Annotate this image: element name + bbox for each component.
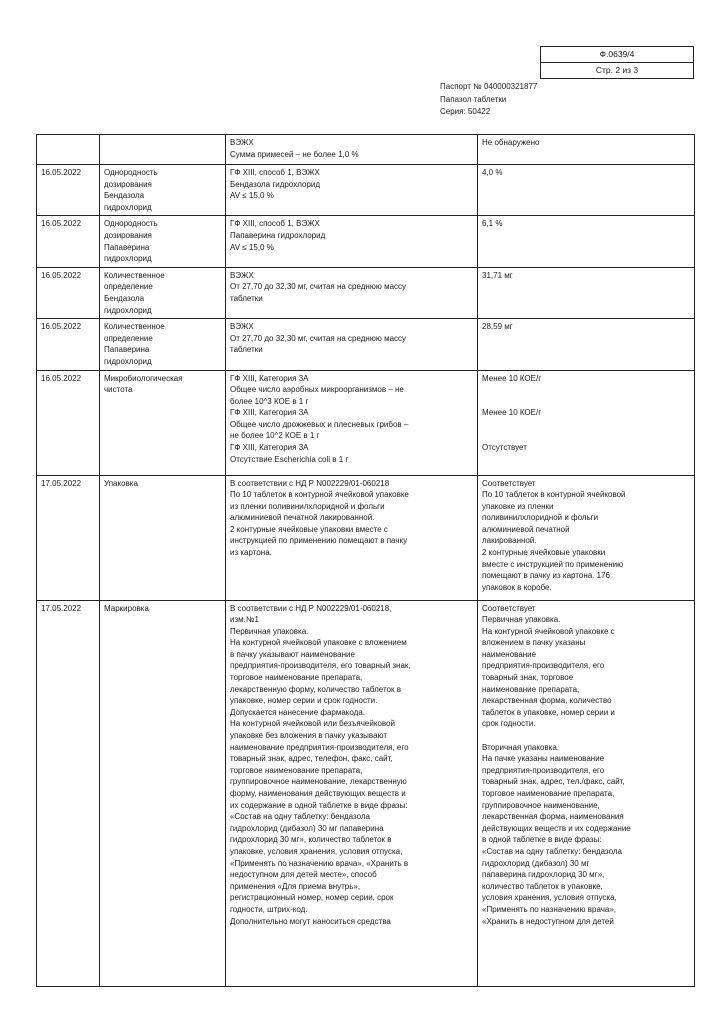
blank-line bbox=[482, 430, 690, 442]
text-line: Количественное bbox=[104, 270, 165, 280]
text-line: Папаверина bbox=[104, 345, 150, 355]
product-name: Папазол таблетки bbox=[440, 94, 507, 104]
text-line: «Хранить в недоступном для детей bbox=[482, 916, 614, 926]
text-line: 2 контурные ячейковые упаковки bbox=[482, 548, 606, 558]
blank-line bbox=[482, 384, 690, 396]
test-date-cell bbox=[37, 135, 100, 165]
text-line: 6,1 % bbox=[482, 219, 503, 229]
indicator-cell bbox=[100, 135, 226, 165]
text-line: гидрохлорид (дибазол) 30 мг папаверина bbox=[230, 823, 384, 833]
result-cell bbox=[478, 319, 695, 370]
requirement-cell bbox=[226, 600, 478, 986]
requirement-cell bbox=[226, 165, 478, 216]
text-line: 2 контурные ячейковые упаковки вместе с bbox=[230, 524, 388, 534]
text-line: 17.05.2022 bbox=[41, 603, 82, 613]
text-line: торговое наименование препарата, bbox=[482, 789, 615, 798]
text-line: более 10^3 КОЕ в 1 г bbox=[230, 396, 309, 406]
text-line: применения «Для приема внутрь», bbox=[230, 881, 361, 891]
text-line: Общее число дрожжевых и плесневых грибов – bbox=[230, 419, 409, 429]
text-line: Отсутствует bbox=[482, 443, 527, 453]
text-line: лакированной. bbox=[482, 536, 537, 546]
blank-line bbox=[482, 730, 690, 742]
text-line: форму, наименования действующих веществ и bbox=[230, 789, 406, 798]
requirement-cell bbox=[226, 370, 478, 475]
text-line: определение bbox=[104, 282, 153, 292]
text-line: 31,71 мг bbox=[482, 270, 513, 280]
test-date-cell bbox=[37, 600, 100, 986]
result-cell bbox=[478, 216, 695, 267]
test-results-table bbox=[36, 134, 695, 987]
table-row bbox=[37, 475, 695, 600]
text-line: От 27,70 до 32,30 мг, считая на среднюю массу bbox=[230, 333, 407, 343]
text-line: торговое наименование препарата, bbox=[230, 765, 363, 775]
text-line: алюминиевой печатной bbox=[482, 524, 570, 534]
text-line: Вторичная упаковка. bbox=[482, 742, 560, 752]
text-line: Первичная упаковка. bbox=[482, 615, 561, 625]
text-line: гидрохлорид (дибазол) 30 мг bbox=[482, 858, 590, 868]
text-line: По 10 таблеток в контурной ячейковой bbox=[482, 490, 626, 500]
text-line: из пленки поливинилхлоридной и фольги bbox=[230, 501, 385, 511]
text-line: алюминиевой печатной лакированной. bbox=[230, 513, 375, 523]
text-line: Соответствует bbox=[482, 603, 536, 613]
result-cell bbox=[478, 135, 695, 165]
text-line: группировочное наименование, bbox=[482, 800, 600, 810]
text-line: вложением в пачку указаны bbox=[482, 638, 586, 648]
text-line: регистрационный номер, номер серии, срок bbox=[230, 893, 394, 903]
text-line: лекарственная форма, наименования bbox=[482, 812, 624, 822]
indicator-cell bbox=[100, 370, 226, 475]
text-line: Папаверина bbox=[104, 242, 150, 252]
table-row bbox=[37, 216, 695, 267]
text-line: 16.05.2022 bbox=[41, 168, 82, 177]
text-line: годности, штрих-код. bbox=[230, 904, 308, 914]
text-line: в одной таблетке в виде фразы: bbox=[482, 835, 602, 845]
text-line: Количественное bbox=[104, 322, 165, 332]
text-line: наименование bbox=[482, 649, 537, 659]
text-line: таблеток в упаковке, номер серии и bbox=[482, 707, 615, 717]
text-line: папаверина гидрохлорид 30 мг», bbox=[482, 870, 605, 880]
text-line: упаковке из пленки bbox=[482, 501, 554, 511]
text-line: поливинилхлоридной и фольги bbox=[482, 513, 599, 523]
result-cell bbox=[478, 370, 695, 475]
text-line: гидрохлорид bbox=[104, 356, 152, 366]
test-date-cell bbox=[37, 216, 100, 267]
text-line: группировочное наименование, лекарственную bbox=[230, 777, 407, 787]
text-line: Бендазола bbox=[104, 191, 145, 201]
indicator-cell bbox=[100, 165, 226, 216]
text-line: гидрохлорид bbox=[104, 305, 152, 315]
text-line: количество таблеток в упаковке, bbox=[482, 881, 603, 891]
text-line: Бендазола гидрохлорид bbox=[230, 179, 320, 189]
text-line: На контурной ячейковой или безъячейковой bbox=[230, 719, 395, 729]
text-line: Менее 10 КОЕ/г bbox=[482, 408, 542, 418]
text-line: гидрохлорид 30 мг», количество таблеток в bbox=[230, 835, 392, 845]
test-date-cell bbox=[37, 475, 100, 600]
text-line: 4,0 % bbox=[482, 168, 503, 177]
text-line: лекарственная форма, количество bbox=[482, 696, 612, 706]
text-line: Не обнаружено bbox=[482, 138, 540, 147]
requirement-cell bbox=[226, 475, 478, 600]
text-line: Однородность bbox=[104, 168, 158, 177]
text-line: упаковке, условия хранения, условия отпуска, bbox=[230, 846, 403, 856]
text-line: ВЭЖХ bbox=[230, 270, 254, 280]
indicator-cell bbox=[100, 267, 226, 318]
text-line: ГФ XIII, способ 1, ВЭЖХ bbox=[230, 219, 320, 229]
indicator-cell bbox=[100, 600, 226, 986]
text-line: «Применять по назначению врача», «Хранить в bbox=[230, 858, 409, 868]
text-line: лекарственную форму, количество таблеток в bbox=[230, 684, 401, 694]
form-code: Ф.0639/4 bbox=[599, 49, 635, 59]
text-line: недоступном для детей месте», способ bbox=[230, 870, 377, 880]
text-line: предприятия-производителя, его bbox=[482, 661, 605, 671]
text-line: помещают в пачку из картона. 176 bbox=[482, 571, 610, 581]
test-date-cell bbox=[37, 165, 100, 216]
text-line: гидрохлорид bbox=[104, 202, 152, 212]
text-line: «Состав на одну таблетку: бендазола bbox=[482, 846, 622, 856]
text-line: Менее 10 КОЕ/г bbox=[482, 373, 542, 383]
text-line: На контурной ячейковой упаковке с вложением bbox=[230, 638, 407, 648]
text-line: определение bbox=[104, 333, 153, 343]
batch-series: Серия: 50422 bbox=[440, 107, 491, 116]
text-line: «Применять по назначению врача», bbox=[482, 904, 616, 914]
text-line: таблетки bbox=[230, 293, 263, 303]
text-line: Однородность bbox=[104, 219, 158, 229]
text-line: товарный знак, адрес, тел./факс, сайт, bbox=[482, 777, 625, 787]
text-line: Общее число аэробных микроорганизмов – не bbox=[230, 385, 404, 395]
text-line: Допускается нанесение фармакода. bbox=[230, 707, 366, 717]
text-line: По 10 таблеток в контурной ячейковой упаковке bbox=[230, 490, 409, 500]
text-line: ГФ XIII, Категория 3А bbox=[230, 443, 309, 453]
text-line: В соответствии с НД Р N002229/01-060218, bbox=[230, 603, 392, 613]
result-cell bbox=[478, 165, 695, 216]
text-line: вместе с инструкцией по применению bbox=[482, 559, 624, 569]
text-line: условия хранения, условия отпуска, bbox=[482, 893, 617, 903]
text-line: в пачку указывают наименование bbox=[230, 649, 355, 659]
blank-line bbox=[482, 396, 690, 408]
text-line: дозирования bbox=[104, 179, 152, 189]
text-line: торговое наименование препарата, bbox=[230, 673, 363, 683]
text-line: 16.05.2022 bbox=[41, 270, 82, 280]
result-cell bbox=[478, 267, 695, 318]
requirement-cell bbox=[226, 135, 478, 165]
table-row bbox=[37, 267, 695, 318]
text-line: ВЭЖХ bbox=[230, 322, 254, 332]
text-line: AV ≤ 15,0 % bbox=[230, 191, 274, 201]
text-line: гидрохлорид bbox=[104, 254, 152, 264]
table-row bbox=[37, 165, 695, 216]
result-cell bbox=[478, 600, 695, 986]
text-line: «Состав на одну таблетку: бендазола bbox=[230, 812, 370, 822]
text-line: На контурной ячейковой упаковке с bbox=[482, 626, 615, 636]
requirement-cell bbox=[226, 267, 478, 318]
text-line: наименование предприятия-производителя, его bbox=[230, 742, 409, 752]
text-line: не более 10^2 КОЕ в 1 г bbox=[230, 431, 320, 441]
indicator-cell bbox=[100, 475, 226, 600]
table-row bbox=[37, 600, 695, 986]
text-line: ВЭЖХ bbox=[230, 138, 254, 147]
text-line: AV ≤ 15,0 % bbox=[230, 242, 274, 252]
requirement-cell bbox=[226, 319, 478, 370]
text-line: Сумма примесей – не более 1,0 % bbox=[230, 149, 359, 159]
text-line: Маркировка bbox=[104, 603, 149, 613]
text-line: инструкцией по применению помещают в пачку bbox=[230, 536, 408, 546]
table-row bbox=[37, 135, 695, 165]
test-date-cell bbox=[37, 370, 100, 475]
text-line: Упаковка bbox=[104, 478, 138, 488]
text-line: таблетки bbox=[230, 345, 263, 355]
text-line: 16.05.2022 bbox=[41, 219, 82, 229]
text-line: упаковке без вложения в пачку указывают bbox=[230, 731, 388, 741]
text-line: из картона. bbox=[230, 548, 272, 558]
indicator-cell bbox=[100, 216, 226, 267]
text-line: ГФ XIII, способ 1, ВЭЖХ bbox=[230, 168, 320, 177]
test-date-cell bbox=[37, 267, 100, 318]
text-line: товарный знак, торговое bbox=[482, 673, 574, 683]
text-line: ГФ XIII, Категория 3А bbox=[230, 408, 309, 418]
text-line: От 27,70 до 32,30 мг, считая на среднюю массу bbox=[230, 282, 407, 292]
text-line: наименование препарата, bbox=[482, 684, 580, 694]
text-line: товарный знак, адрес, телефон, факс, сайт, bbox=[230, 754, 393, 764]
test-date-cell bbox=[37, 319, 100, 370]
text-line: Отсутствие Escherichia coli в 1 г bbox=[230, 454, 349, 464]
text-line: В соответствии с НД Р N002229/01-060218 bbox=[230, 478, 390, 488]
text-line: изм.№1 bbox=[230, 615, 259, 625]
text-line: 16.05.2022 bbox=[41, 322, 82, 332]
text-line: упаковке, номер серии и срок годности. bbox=[230, 696, 378, 706]
text-line: Соответствует bbox=[482, 478, 536, 488]
text-line: чистота bbox=[104, 385, 133, 395]
form-code-box bbox=[540, 46, 694, 79]
text-line: действующих веществ и их содержание bbox=[482, 823, 631, 833]
table-row bbox=[37, 319, 695, 370]
text-line: На пачке указаны наименование bbox=[482, 754, 605, 764]
text-line: 16.05.2022 bbox=[41, 373, 82, 383]
passport-number: Паспорт № 040000321877 bbox=[440, 82, 538, 91]
text-line: их содержание в одной таблетке в виде фразы: bbox=[230, 800, 408, 810]
result-cell bbox=[478, 475, 695, 600]
text-line: дозирования bbox=[104, 230, 152, 240]
requirement-cell bbox=[226, 216, 478, 267]
passport-header bbox=[440, 81, 537, 119]
text-line: предприятия-производителя, его товарный знак, bbox=[230, 661, 411, 671]
text-line: Первичная упаковка. bbox=[230, 626, 309, 636]
text-line: Бендазола bbox=[104, 293, 145, 303]
text-line: 17.05.2022 bbox=[41, 478, 82, 488]
text-line: ГФ XIII, Категория 3А bbox=[230, 373, 309, 383]
text-line: 28,59 мг bbox=[482, 322, 513, 332]
blank-line bbox=[482, 419, 690, 431]
page-number: Стр. 2 из 3 bbox=[541, 62, 693, 78]
text-line: срок годности. bbox=[482, 719, 536, 729]
indicator-cell bbox=[100, 319, 226, 370]
table-row bbox=[37, 370, 695, 475]
text-line: Микробиологическая bbox=[104, 373, 183, 383]
text-line: упаковок в коробе. bbox=[482, 582, 552, 592]
text-line: Папаверина гидрохлорид bbox=[230, 230, 326, 240]
text-line: предприятия-производителя, его bbox=[482, 765, 605, 775]
text-line: Дополнительно могут наноситься средства bbox=[230, 916, 391, 926]
